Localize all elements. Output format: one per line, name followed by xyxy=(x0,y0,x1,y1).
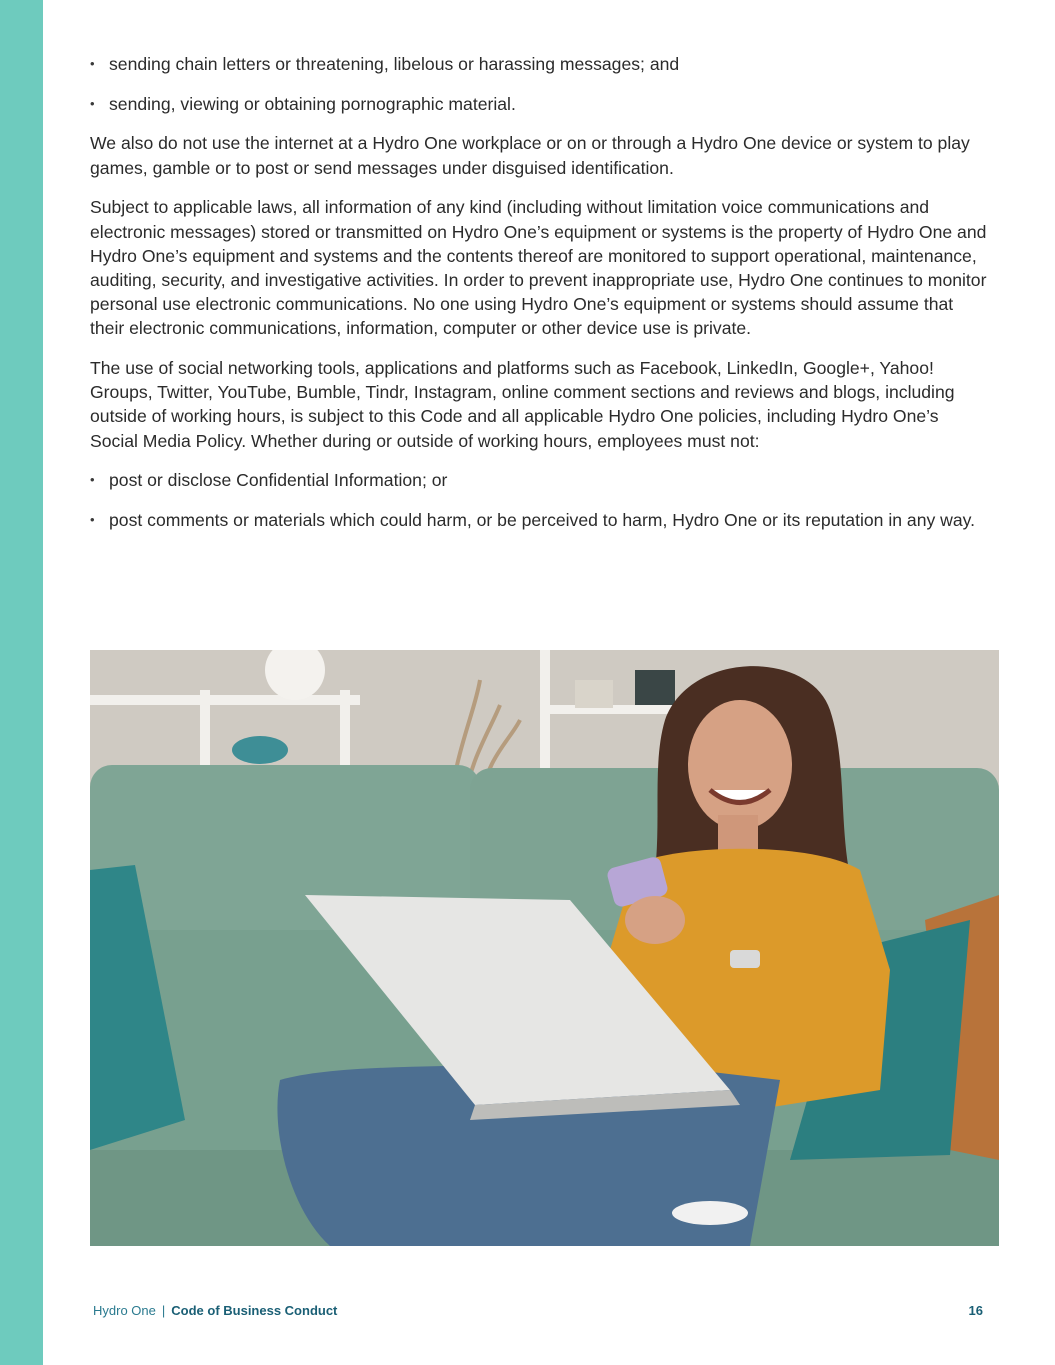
paragraph-monitoring: Subject to applicable laws, all information of any kind (including without limitation voice communications and electronic messages) stored or transmitted on Hydro One’s equipment or systems is the property of Hydro One and Hydro One’s equipment and systems and the contents thereof are monitored to support operational, maintenance, auditing, security, and investigative activities. In order to prevent inappropriate use, Hydro One continues to monitor personal use electronic communications. No one using Hydro One’s equipment or systems should assume that their electronic communications, information, computer or other device use is private. xyxy=(90,197,987,339)
woman-on-couch-photo xyxy=(90,650,999,1246)
footer-separator: | xyxy=(161,1303,166,1318)
page-number: 16 xyxy=(968,1303,983,1318)
paragraph-social-media: The use of social networking tools, applications and platforms such as Facebook, LinkedIn, Google+, Yahoo! Groups, Twitter, YouTube, Bumble, Tindr, Instagram, online comment sections and reviews and blogs, including outside of working hours, is subject to this Code and all applicable Hydro One policies, including Hydro One’s Social Media Policy. Whether during or outside of working hours, employees must not: xyxy=(90,358,955,451)
page-footer xyxy=(93,1303,983,1318)
footer-document-title: Code of Business Conduct xyxy=(171,1303,338,1318)
list-item: • post comments or materials which could harm, or be perceived to harm, Hydro One or its reputation in any way. xyxy=(90,508,990,532)
body-content xyxy=(90,52,990,548)
footer-brand: Hydro One xyxy=(93,1303,156,1318)
list-item: • post or disclose Confidential Information; or xyxy=(90,468,990,492)
accent-side-bar xyxy=(0,0,43,1365)
list-item: • sending, viewing or obtaining pornographic material. xyxy=(90,92,990,116)
paragraph-internet-use: We also do not use the internet at a Hydro One workplace or on or through a Hydro One device or system to play games, gamble or to post or send messages under disguised identification. xyxy=(90,133,970,178)
list-item: • sending chain letters or threatening, libelous or harassing messages; and xyxy=(90,52,990,76)
